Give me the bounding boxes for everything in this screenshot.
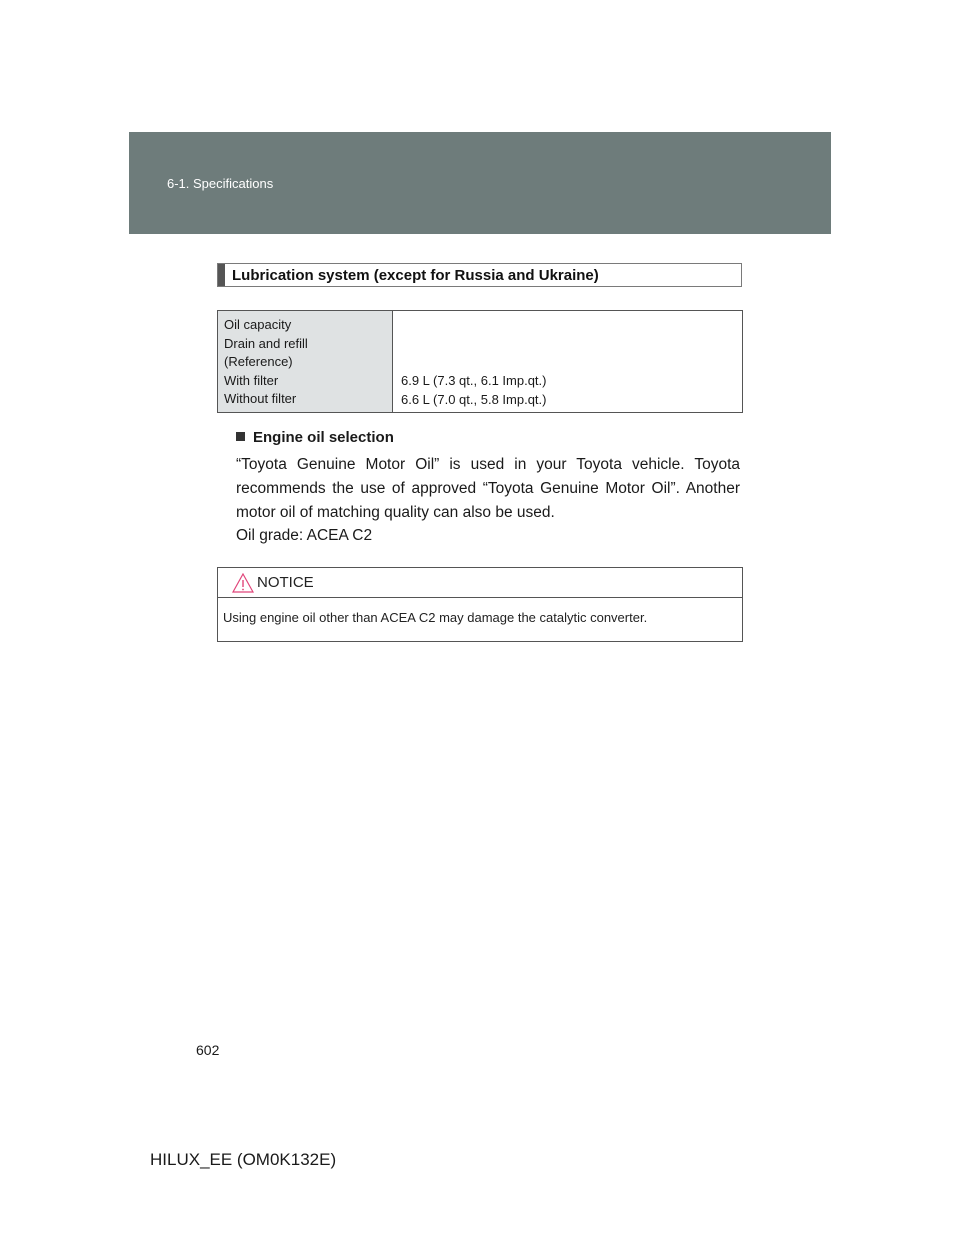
section-title-box xyxy=(217,263,742,287)
spec-value-with-filter: 6.9 L (7.3 qt., 6.1 Imp.qt.) xyxy=(401,373,547,388)
document-footer: HILUX_EE (OM0K132E) xyxy=(150,1150,337,1169)
spec-label: Drain and refill xyxy=(224,335,308,351)
section-title: Lubrication system (except for Russia and Ukraine) xyxy=(232,267,599,284)
spec-value-without-filter: 6.6 L (7.0 qt., 5.8 Imp.qt.) xyxy=(401,391,547,407)
notice-header xyxy=(218,568,742,598)
spec-label: Oil capacity xyxy=(224,317,292,332)
warning-triangle-icon xyxy=(232,573,254,593)
spec-label: With filter xyxy=(224,372,279,388)
spec-label-cell xyxy=(218,311,393,412)
oil-capacity-table xyxy=(217,310,743,413)
notice-body: Using engine oil other than ACEA C2 may damage the catalytic converter. xyxy=(223,610,648,625)
section-label: 6-1. Specifications xyxy=(167,176,274,191)
engine-oil-heading-text: Engine oil selection xyxy=(253,429,394,446)
spec-label: (Reference) xyxy=(224,354,293,369)
engine-oil-heading xyxy=(236,429,394,446)
section-header-band xyxy=(129,132,831,234)
spec-value-cell xyxy=(393,311,742,412)
bullet-square-icon xyxy=(236,432,245,441)
spec-label: Without filter xyxy=(224,391,297,406)
notice-box xyxy=(217,567,743,642)
notice-title: NOTICE xyxy=(257,574,314,591)
page-number: 602 xyxy=(196,1042,220,1058)
title-accent-bar xyxy=(218,264,225,286)
oil-grade: Oil grade: ACEA C2 xyxy=(236,527,373,544)
engine-oil-paragraph: “Toyota Genuine Motor Oil” is used in your Toyota vehicle. Toyota recommends the use of approved “Toyota Genuine Motor Oil”. Another motor oil of matching quality can also be used. xyxy=(236,456,740,521)
